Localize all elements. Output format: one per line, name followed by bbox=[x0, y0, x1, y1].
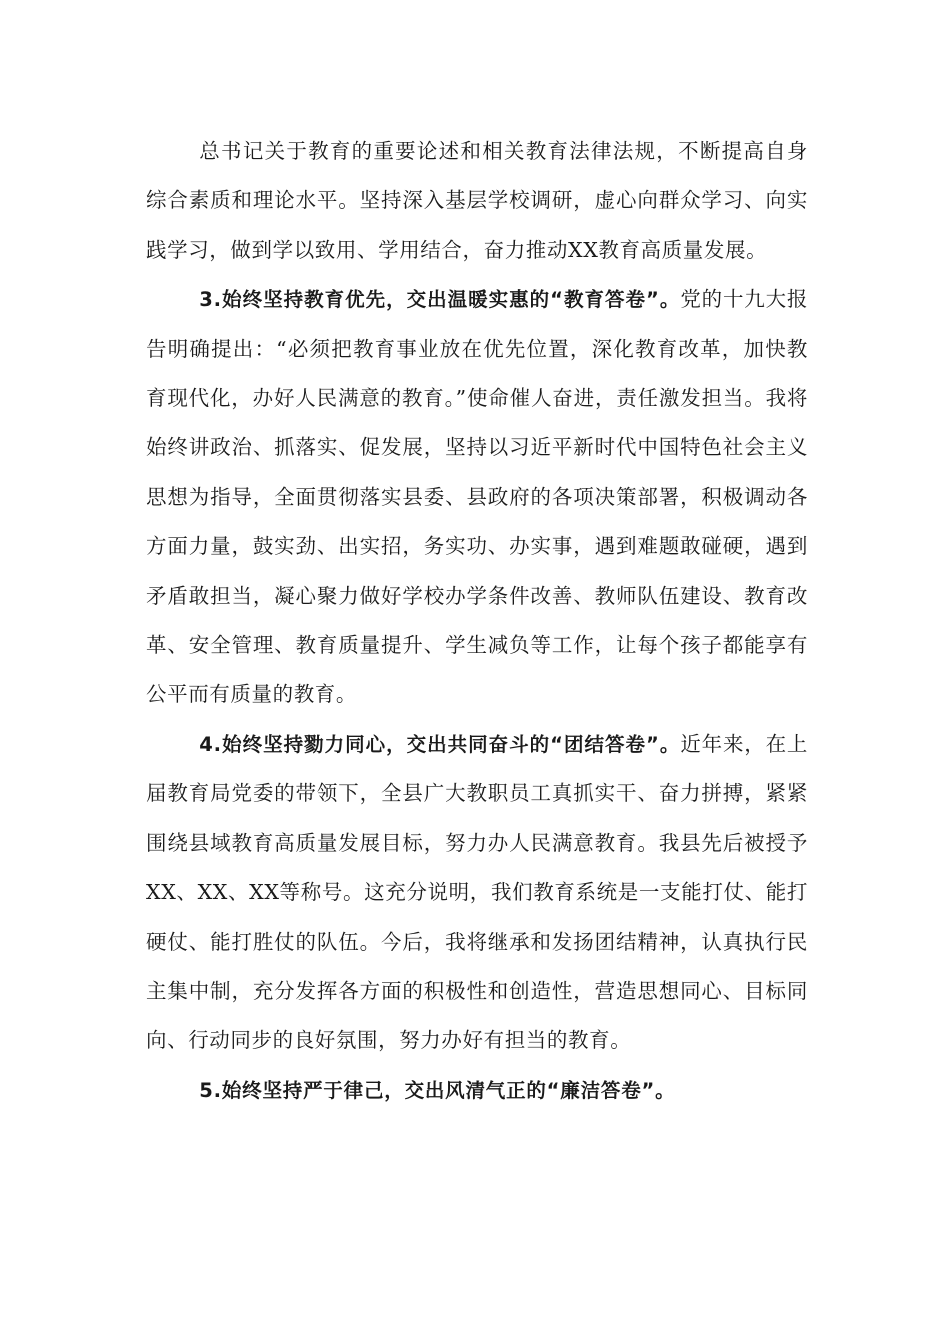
paragraph-1-text: 总书记关于教育的重要论述和相关教育法律法规，不断提高自身综合素质和理论水平。坚持深入基层学校调研，虚心向群众学习、向实践学习，做到学以致用、学用结合，奋力推动XX教育高质量发展。 bbox=[146, 139, 808, 262]
paragraph-4-heading: 5.始终坚持严于律己，交出风清气正的“廉洁答卷”。 bbox=[199, 1078, 676, 1102]
paragraph-1 bbox=[146, 127, 808, 275]
paragraph-3 bbox=[146, 720, 808, 1066]
paragraph-2 bbox=[146, 275, 808, 720]
paragraph-3-text: 近年来，在上届教育局党委的带领下，全县广大教职员工真抓实干、奋力拼搏，紧紧围绕县域教育高质量发展目标，努力办人民满意教育。我县先后被授予XX、XX、XX等称号。这充分说明，我们教育系统是一支能打仗、能打硬仗、能打胜仗的队伍。今后，我将继承和发扬团结精神，认真执行民主集中制，充分发挥各方面的积极性和创造性，营造思想同心、目标同向、行动同步的良好氛围，努力办好有担当的教育。 bbox=[146, 731, 808, 1053]
paragraph-2-heading: 3.始终坚持教育优先，交出温暖实惠的“教育答卷”。 bbox=[199, 288, 681, 312]
document-body bbox=[146, 127, 808, 1115]
paragraph-4 bbox=[146, 1066, 808, 1115]
paragraph-2-text: 党的十九大报告明确提出：“必须把教育事业放在优先位置，深化教育改革，加快教育现代化，办好人民满意的教育。”使命催人奋进，责任激发担当。我将始终讲政治、抓落实、促发展，坚持以习近平新时代中国特色社会主义思想为指导，全面贯彻落实县委、县政府的各项决策部署，积极调动各方面力量，鼓实劲、出实招，务实功、办实事，遇到难题敢碰硬，遇到矛盾敢担当，凝心聚力做好学校办学条件改善、教师队伍建设、教育改革、安全管理、教育质量提升、学生减负等工作，让每个孩子都能享有公平而有质量的教育。 bbox=[146, 287, 808, 707]
paragraph-3-heading: 4.始终坚持勠力同心，交出共同奋斗的“团结答卷”。 bbox=[199, 732, 681, 756]
